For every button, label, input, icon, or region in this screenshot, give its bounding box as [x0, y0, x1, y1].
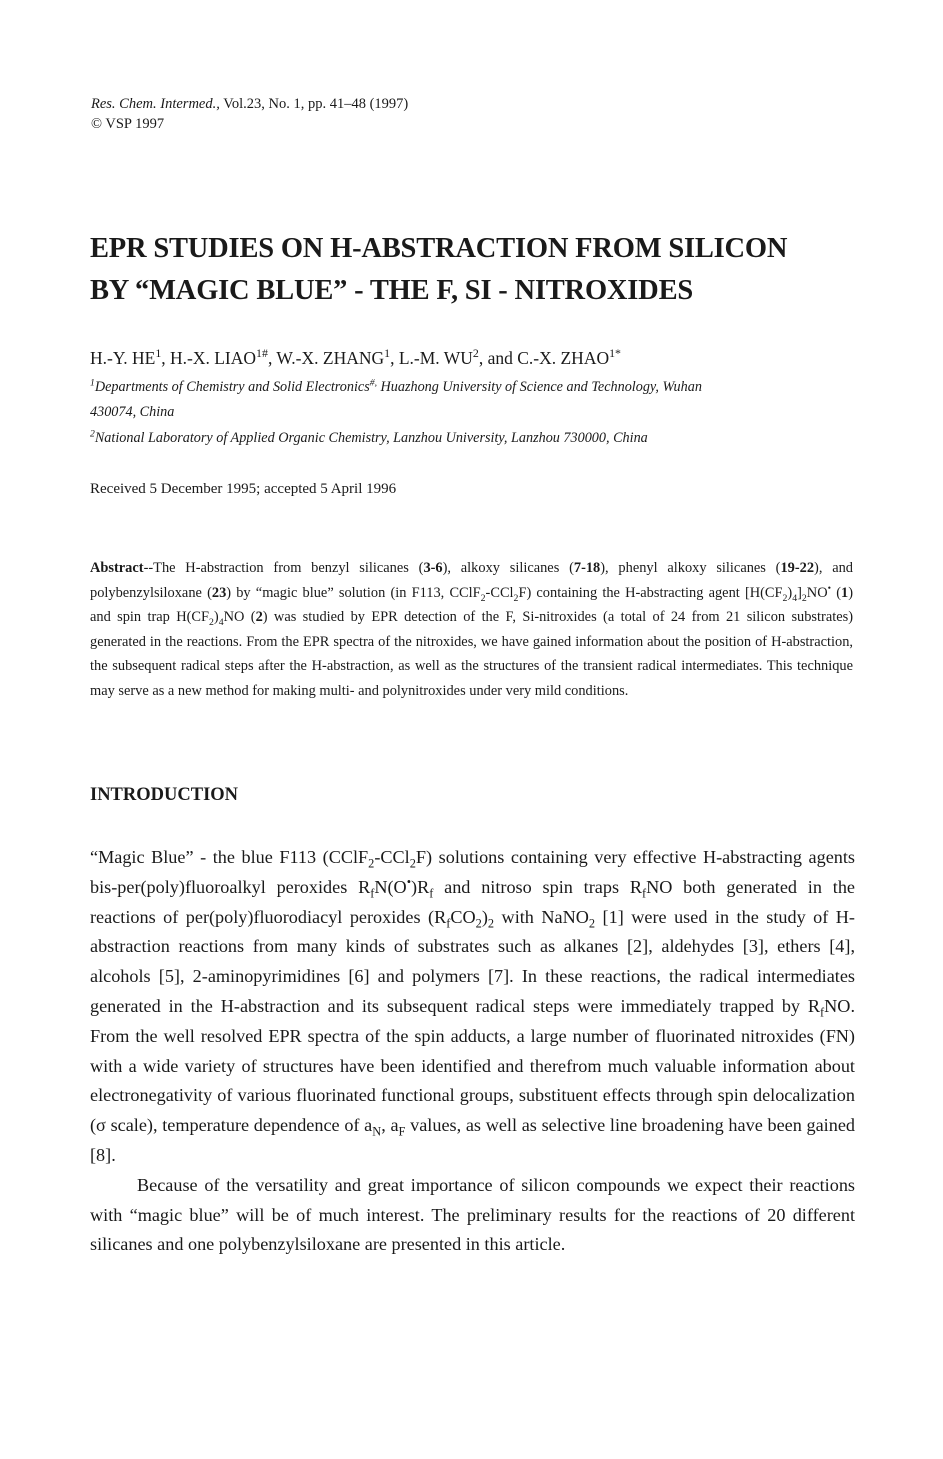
abstract-dash: --: [143, 560, 154, 576]
abstract-text: The H-abstraction from benzyl silicanes (: [153, 560, 424, 576]
body-text: N(O: [374, 876, 407, 897]
subscript: f: [446, 916, 451, 931]
author-conjunction: and: [487, 348, 513, 368]
subscript: 2: [409, 856, 416, 871]
abstract-text: ): [213, 609, 219, 625]
volume-pages: Vol.23, No. 1, pp. 41–48 (1997): [223, 96, 409, 112]
affiliation-2: [90, 426, 860, 451]
abstract-text: (: [831, 584, 842, 601]
superscript: •: [406, 874, 412, 889]
abstract-text: ) by “magic blue” solution (in F113, CClF: [226, 584, 481, 601]
copyright: © VSP 1997: [91, 116, 165, 132]
superscript: •: [827, 582, 832, 594]
abstract-text: F) containing the H-abstracting agent [H(CF: [518, 584, 783, 601]
subscript: f: [820, 1005, 825, 1020]
compound-number: 7-18: [573, 560, 601, 576]
subscript: f: [370, 886, 375, 901]
compound-number: 1: [841, 584, 849, 601]
abstract-label: Abstract: [90, 560, 144, 576]
abstract-text: ) and spin trap H(CF: [90, 584, 854, 625]
author: W.-X. ZHANG: [276, 348, 385, 368]
author: L.-M. WU: [398, 348, 473, 368]
title-line-1: EPR STUDIES ON H-ABSTRACTION FROM SILICON: [90, 233, 788, 264]
subscript: 2: [513, 592, 519, 604]
abstract-text: ): [787, 584, 793, 601]
affiliation-text: 430074, China: [90, 404, 175, 420]
compound-number: 23: [211, 584, 227, 601]
journal-citation: [91, 95, 408, 113]
affiliation-text: Departments of Chemistry and Solid Electronics: [94, 379, 370, 395]
body-text: and nitroso spin traps R: [433, 876, 642, 897]
affiliation-mark: #,: [369, 377, 377, 389]
body-text: , a: [381, 1115, 399, 1136]
author-affiliation-mark: 1: [384, 346, 391, 361]
abstract-text: NO (: [223, 609, 256, 625]
abstract-text: ) was studied by EPR detection of the F, Si-nitroxides (a total of 24 from 21 silicon substrates) generated in the reactions. From the EPR spectra of the nitroxides, we have gained information about the position of H-abstraction, the subsequent radical steps after the H-abstraction, as well as the structures of the transient radical intermediates. This technique may serve as a new method for making multi- and polynitroxides under very mild conditions.: [90, 609, 853, 699]
affiliation-text: Huazhong University of Science and Technology, Wuhan: [380, 379, 702, 395]
abstract: [90, 556, 853, 703]
author-affiliation-mark: 1*: [609, 346, 621, 361]
subscript: 2: [782, 592, 788, 604]
subscript: 2: [475, 916, 482, 931]
body-text: with NaNO: [494, 906, 589, 927]
author-affiliation-mark: 1: [155, 346, 162, 361]
body-text: “Magic Blue” - the blue F113 (CClF: [90, 847, 369, 867]
body-text: F) solutions containing very effective H-abstracting agents bis-per(poly)fluoroalkyl peroxides R: [90, 847, 855, 897]
author-affiliation-mark: 2: [472, 346, 479, 361]
body-text: values, as well as selective line broadening have been gained [8].: [90, 1115, 855, 1165]
affiliation-1: [90, 375, 860, 425]
paragraph: [90, 843, 855, 1171]
abstract-text: ), phenyl alkoxy silicanes (: [600, 560, 781, 576]
author: H.-Y. HE: [90, 348, 156, 368]
subscript: 2: [209, 616, 214, 628]
author: H.-X. LIAO: [170, 348, 257, 368]
body-text: -CCl: [374, 847, 410, 867]
abstract-text: ), and polybenzylsiloxane (: [90, 560, 853, 601]
subscript: f: [429, 886, 434, 901]
title-line-2: BY “MAGIC BLUE” - THE F, SI - NITROXIDES: [90, 275, 694, 306]
paragraph: Because of the versatility and great importance of silicon compounds we expect their reactions with “magic blue” will be of much interest. The preliminary results for the reactions of 20 different silicanes and one polybenzylsiloxane are presented in this article.: [90, 1174, 855, 1255]
subscript: 2: [588, 916, 596, 931]
abstract-text: ), alkoxy silicanes (: [442, 560, 574, 576]
compound-number: 3-6: [423, 560, 443, 576]
body-text: CO: [450, 906, 476, 927]
author-list: H.-Y. $HE^1$, H.-X. $LIAO^{1\#}$, W.-X. ZHANG$^1$, L.-M. $WU^2$, and C.-X. $ZHAO^{1*}$: [90, 346, 621, 368]
body-text: )R: [411, 876, 430, 897]
author: C.-X. ZHAO: [517, 348, 610, 368]
paper-title: [90, 228, 890, 312]
abstract-text: -CCl: [485, 584, 514, 601]
affiliation-mark: 2: [90, 428, 95, 440]
author-affiliation-mark: 1#: [256, 346, 268, 361]
journal-name: Res. Chem. Intermed.,: [91, 96, 220, 112]
body-text: ): [481, 906, 488, 927]
subscript: 2: [487, 916, 495, 931]
compound-number: 2: [255, 609, 263, 625]
received-dates: Received 5 December 1995; accepted 5 April 1996: [90, 481, 397, 497]
subscript: 2: [480, 592, 486, 604]
affiliation-text: National Laboratory of Applied Organic Chemistry, Lanzhou University, Lanzhou 730000, China: [94, 430, 648, 446]
subscript: F: [398, 1124, 406, 1139]
body-text: NO. From the well resolved EPR spectra of the spin adducts, a large number of fluorinated nitroxides (FN) with a wide variety of structures have been identified and therefrom much valuable information about electronegativity of various fluorinated functional groups, substituent effects through spin delocalization (σ scale), temperature dependence of a: [90, 995, 855, 1136]
section-heading-introduction: INTRODUCTION: [90, 785, 239, 805]
affiliation-mark: 1: [90, 377, 95, 389]
abstract-text: ]: [797, 584, 802, 601]
body-text: NO both generated in the reactions of per(poly)fluorodiacyl peroxides (R: [90, 876, 855, 927]
introduction-body: [90, 843, 855, 1260]
subscript: 2: [801, 592, 807, 604]
compound-number: 19-22: [780, 560, 815, 576]
subscript: N: [372, 1124, 382, 1139]
abstract-text: NO: [806, 584, 828, 601]
subscript: 2: [368, 856, 375, 871]
subscript: 4: [792, 592, 798, 604]
subscript: f: [641, 886, 647, 901]
body-text: [1] were used in the study of H-abstraction reactions from many kinds of substrates such as alkanes [2], aldehydes [3], ethers [4], alcohols [5], 2-aminopyrimidines [6] and polymers [7]. In these reactions, the radical intermediates generated in the H-abstraction and its subsequent radical steps were immediately trapped by R: [90, 906, 855, 1016]
subscript: 4: [218, 616, 224, 628]
